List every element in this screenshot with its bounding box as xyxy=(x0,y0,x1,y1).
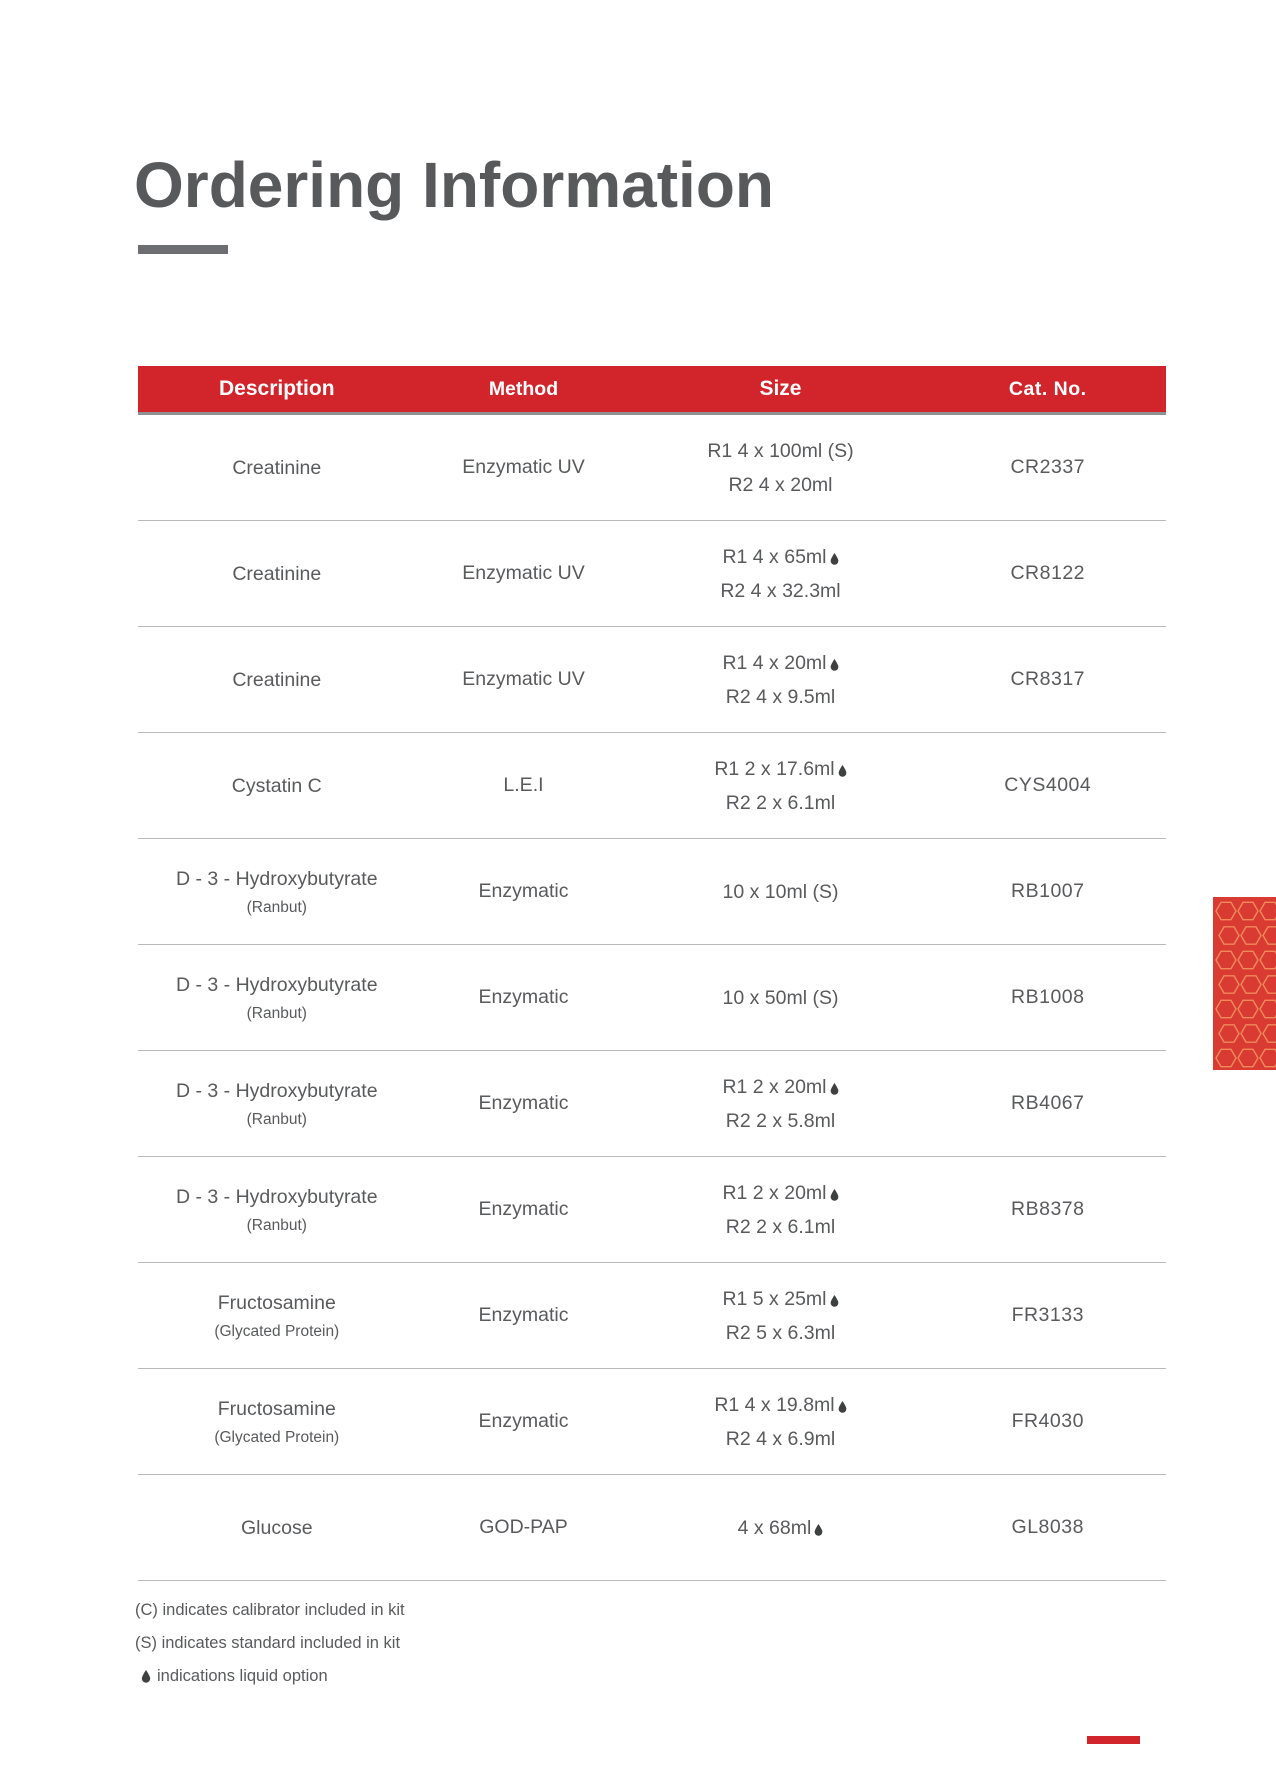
hexagon-outline-icon xyxy=(1216,902,1236,919)
cell-cat-no: RB1007 xyxy=(1011,880,1085,902)
hexagon-outline-icon xyxy=(1219,976,1239,993)
size-line xyxy=(631,786,929,820)
hexagon-outline-icon xyxy=(1260,1000,1276,1017)
hexagon-outline-icon xyxy=(1216,1000,1236,1017)
footnote-text: (S) indicates standard included in kit xyxy=(135,1633,401,1652)
product-name: Creatinine xyxy=(232,562,322,585)
hexagon-outline-icon xyxy=(1260,902,1276,919)
header-size: Size xyxy=(759,377,802,400)
title-underline-dash xyxy=(138,245,228,254)
product-name: D - 3 - Hydroxybutyrate xyxy=(175,1079,378,1102)
hexagon-outline-icon xyxy=(1238,1000,1258,1017)
hexagon-pattern-decoration xyxy=(1213,897,1276,1070)
cell-method: Enzymatic xyxy=(478,986,569,1008)
cell-size xyxy=(631,1282,929,1350)
size-line xyxy=(631,1104,929,1138)
hexagon-outline-icon xyxy=(1263,1025,1276,1042)
product-subname: (Ranbut) xyxy=(246,898,307,916)
table-row xyxy=(138,733,1166,839)
hexagon-outline-icon xyxy=(1219,1025,1239,1042)
cell-description xyxy=(138,456,416,480)
droplet-icon xyxy=(830,553,839,565)
size-text: R1 2 x 17.6ml xyxy=(714,757,835,780)
cell-size xyxy=(631,981,929,1015)
size-line xyxy=(631,468,929,502)
cell-method: Enzymatic UV xyxy=(462,456,585,478)
droplet-icon xyxy=(838,1401,847,1413)
cell-size xyxy=(631,875,929,909)
table-row xyxy=(138,521,1166,627)
hexagon-outline-icon xyxy=(1260,951,1276,968)
hexagon-outline-icon xyxy=(1241,1025,1261,1042)
product-subname: (Glycated Protein) xyxy=(214,1428,340,1446)
size-line xyxy=(631,1422,929,1456)
page-title: Ordering Information xyxy=(134,148,774,221)
size-text: R2 2 x 6.1ml xyxy=(725,1215,836,1238)
size-line xyxy=(631,680,929,714)
product-subname: (Ranbut) xyxy=(246,1216,307,1234)
product-name: Cystatin C xyxy=(231,774,322,797)
size-text: R1 2 x 20ml xyxy=(722,1075,827,1098)
size-line xyxy=(631,1316,929,1350)
size-text: R1 5 x 25ml xyxy=(722,1287,827,1310)
droplet-icon xyxy=(830,659,839,671)
size-line xyxy=(631,1511,929,1545)
footnote-text: indications liquid option xyxy=(157,1666,328,1685)
cell-method: Enzymatic xyxy=(478,1410,569,1432)
table-row xyxy=(138,1369,1166,1475)
hexagon-outline-icon xyxy=(1238,1049,1258,1066)
size-text: R1 4 x 19.8ml xyxy=(714,1393,835,1416)
product-subname: (Ranbut) xyxy=(246,1110,307,1128)
cell-description xyxy=(138,1516,416,1540)
hexagon-pattern-icon xyxy=(1215,899,1276,1070)
droplet-icon xyxy=(141,1670,151,1683)
table-row xyxy=(138,945,1166,1051)
size-line xyxy=(631,646,929,680)
cell-cat-no: GL8038 xyxy=(1011,1516,1084,1538)
hexagon-outline-icon xyxy=(1216,1049,1236,1066)
cell-size xyxy=(631,752,929,820)
cell-cat-no: CR8122 xyxy=(1010,562,1086,584)
cell-description xyxy=(138,1397,416,1447)
cell-description xyxy=(138,668,416,692)
table-header-row xyxy=(138,366,1166,415)
header-cat-no: Cat. No. xyxy=(1008,377,1087,400)
size-text: R2 4 x 6.9ml xyxy=(725,1427,836,1450)
size-line xyxy=(631,1210,929,1244)
cell-method: Enzymatic xyxy=(478,1092,569,1114)
table-body xyxy=(138,415,1166,1581)
size-line xyxy=(631,1388,929,1422)
product-name: D - 3 - Hydroxybutyrate xyxy=(175,867,378,890)
droplet-icon xyxy=(814,1524,823,1536)
size-line xyxy=(631,875,929,909)
cell-cat-no: FR3133 xyxy=(1011,1304,1084,1326)
product-subname: (Ranbut) xyxy=(246,1004,307,1022)
cell-method: Enzymatic xyxy=(478,1304,569,1326)
cell-size xyxy=(631,646,929,714)
product-subname: (Glycated Protein) xyxy=(214,1322,340,1340)
size-text: R2 4 x 9.5ml xyxy=(725,685,836,708)
header-method: Method xyxy=(488,377,559,400)
footnote-line xyxy=(135,1666,405,1686)
product-name: Fructosamine xyxy=(217,1291,336,1314)
product-name: D - 3 - Hydroxybutyrate xyxy=(175,1185,378,1208)
size-text: R1 4 x 20ml xyxy=(722,651,827,674)
droplet-icon xyxy=(830,1295,839,1307)
product-name: Glucose xyxy=(241,1516,313,1539)
cell-method: L.E.I xyxy=(503,774,544,796)
table-row xyxy=(138,839,1166,945)
size-line xyxy=(631,1282,929,1316)
cell-description xyxy=(138,774,416,798)
cell-cat-no: RB8378 xyxy=(1011,1198,1085,1220)
cell-description xyxy=(138,1291,416,1341)
hexagon-outline-icon xyxy=(1263,927,1276,944)
size-line xyxy=(631,752,929,786)
cell-cat-no: FR4030 xyxy=(1011,1410,1084,1432)
size-line xyxy=(631,574,929,608)
cell-method: Enzymatic xyxy=(478,880,569,902)
size-line xyxy=(631,540,929,574)
table-row xyxy=(138,627,1166,733)
cell-size xyxy=(631,1511,929,1545)
size-line xyxy=(631,434,929,468)
size-text: 10 x 50ml (S) xyxy=(722,986,839,1009)
size-line xyxy=(631,1070,929,1104)
droplet-icon xyxy=(830,1189,839,1201)
table-row xyxy=(138,1157,1166,1263)
cell-size xyxy=(631,1070,929,1138)
size-text: R2 5 x 6.3ml xyxy=(725,1321,836,1344)
cell-cat-no: RB4067 xyxy=(1011,1092,1085,1114)
table-row xyxy=(138,415,1166,521)
cell-size xyxy=(631,434,929,502)
table-row xyxy=(138,1051,1166,1157)
hexagon-outline-icon xyxy=(1260,1049,1276,1066)
size-text: R2 4 x 32.3ml xyxy=(720,579,841,602)
table-row xyxy=(138,1263,1166,1369)
cell-cat-no: RB1008 xyxy=(1011,986,1085,1008)
hexagon-outline-icon xyxy=(1238,951,1258,968)
size-text: R2 2 x 6.1ml xyxy=(725,791,836,814)
footnote-text: (C) indicates calibrator included in kit xyxy=(135,1600,405,1619)
hexagon-outline-icon xyxy=(1219,927,1239,944)
cell-description xyxy=(138,1185,416,1235)
size-text: R2 2 x 5.8ml xyxy=(725,1109,836,1132)
table-row xyxy=(138,1475,1166,1581)
size-text: R1 4 x 100ml (S) xyxy=(707,439,854,462)
cell-description xyxy=(138,973,416,1023)
size-line xyxy=(631,1176,929,1210)
cell-method: Enzymatic xyxy=(478,1198,569,1220)
size-text: R1 2 x 20ml xyxy=(722,1181,827,1204)
product-name: D - 3 - Hydroxybutyrate xyxy=(175,973,378,996)
cell-cat-no: CR8317 xyxy=(1010,668,1086,690)
size-line xyxy=(631,981,929,1015)
footnotes xyxy=(135,1600,405,1699)
cell-description xyxy=(138,562,416,586)
product-name: Creatinine xyxy=(232,668,322,691)
product-name: Creatinine xyxy=(232,456,322,479)
footnote-line xyxy=(135,1633,405,1653)
product-name: Fructosamine xyxy=(217,1397,336,1420)
cell-method: Enzymatic UV xyxy=(462,562,585,584)
droplet-icon xyxy=(838,765,847,777)
hexagon-outline-icon xyxy=(1238,902,1258,919)
cell-size xyxy=(631,540,929,608)
hexagon-outline-icon xyxy=(1241,976,1261,993)
cell-description xyxy=(138,867,416,917)
cell-size xyxy=(631,1388,929,1456)
cell-method: Enzymatic UV xyxy=(462,668,585,690)
cell-description xyxy=(138,1079,416,1129)
cell-cat-no: CYS4004 xyxy=(1004,774,1092,796)
cell-cat-no: CR2337 xyxy=(1010,456,1086,478)
size-text: 4 x 68ml xyxy=(737,1516,812,1539)
cell-method: GOD-PAP xyxy=(479,1516,568,1538)
size-text: 10 x 10ml (S) xyxy=(722,880,839,903)
footnote-line xyxy=(135,1600,405,1620)
ordering-table xyxy=(138,366,1166,1581)
hexagon-outline-icon xyxy=(1241,927,1261,944)
page-footer-dash xyxy=(1087,1736,1140,1744)
size-text: R2 4 x 20ml xyxy=(728,473,833,496)
cell-size xyxy=(631,1176,929,1244)
size-text: R1 4 x 65ml xyxy=(722,545,827,568)
hexagon-outline-icon xyxy=(1263,976,1276,993)
droplet-icon xyxy=(830,1083,839,1095)
hexagon-outline-icon xyxy=(1216,951,1236,968)
header-description: Description xyxy=(219,377,335,400)
